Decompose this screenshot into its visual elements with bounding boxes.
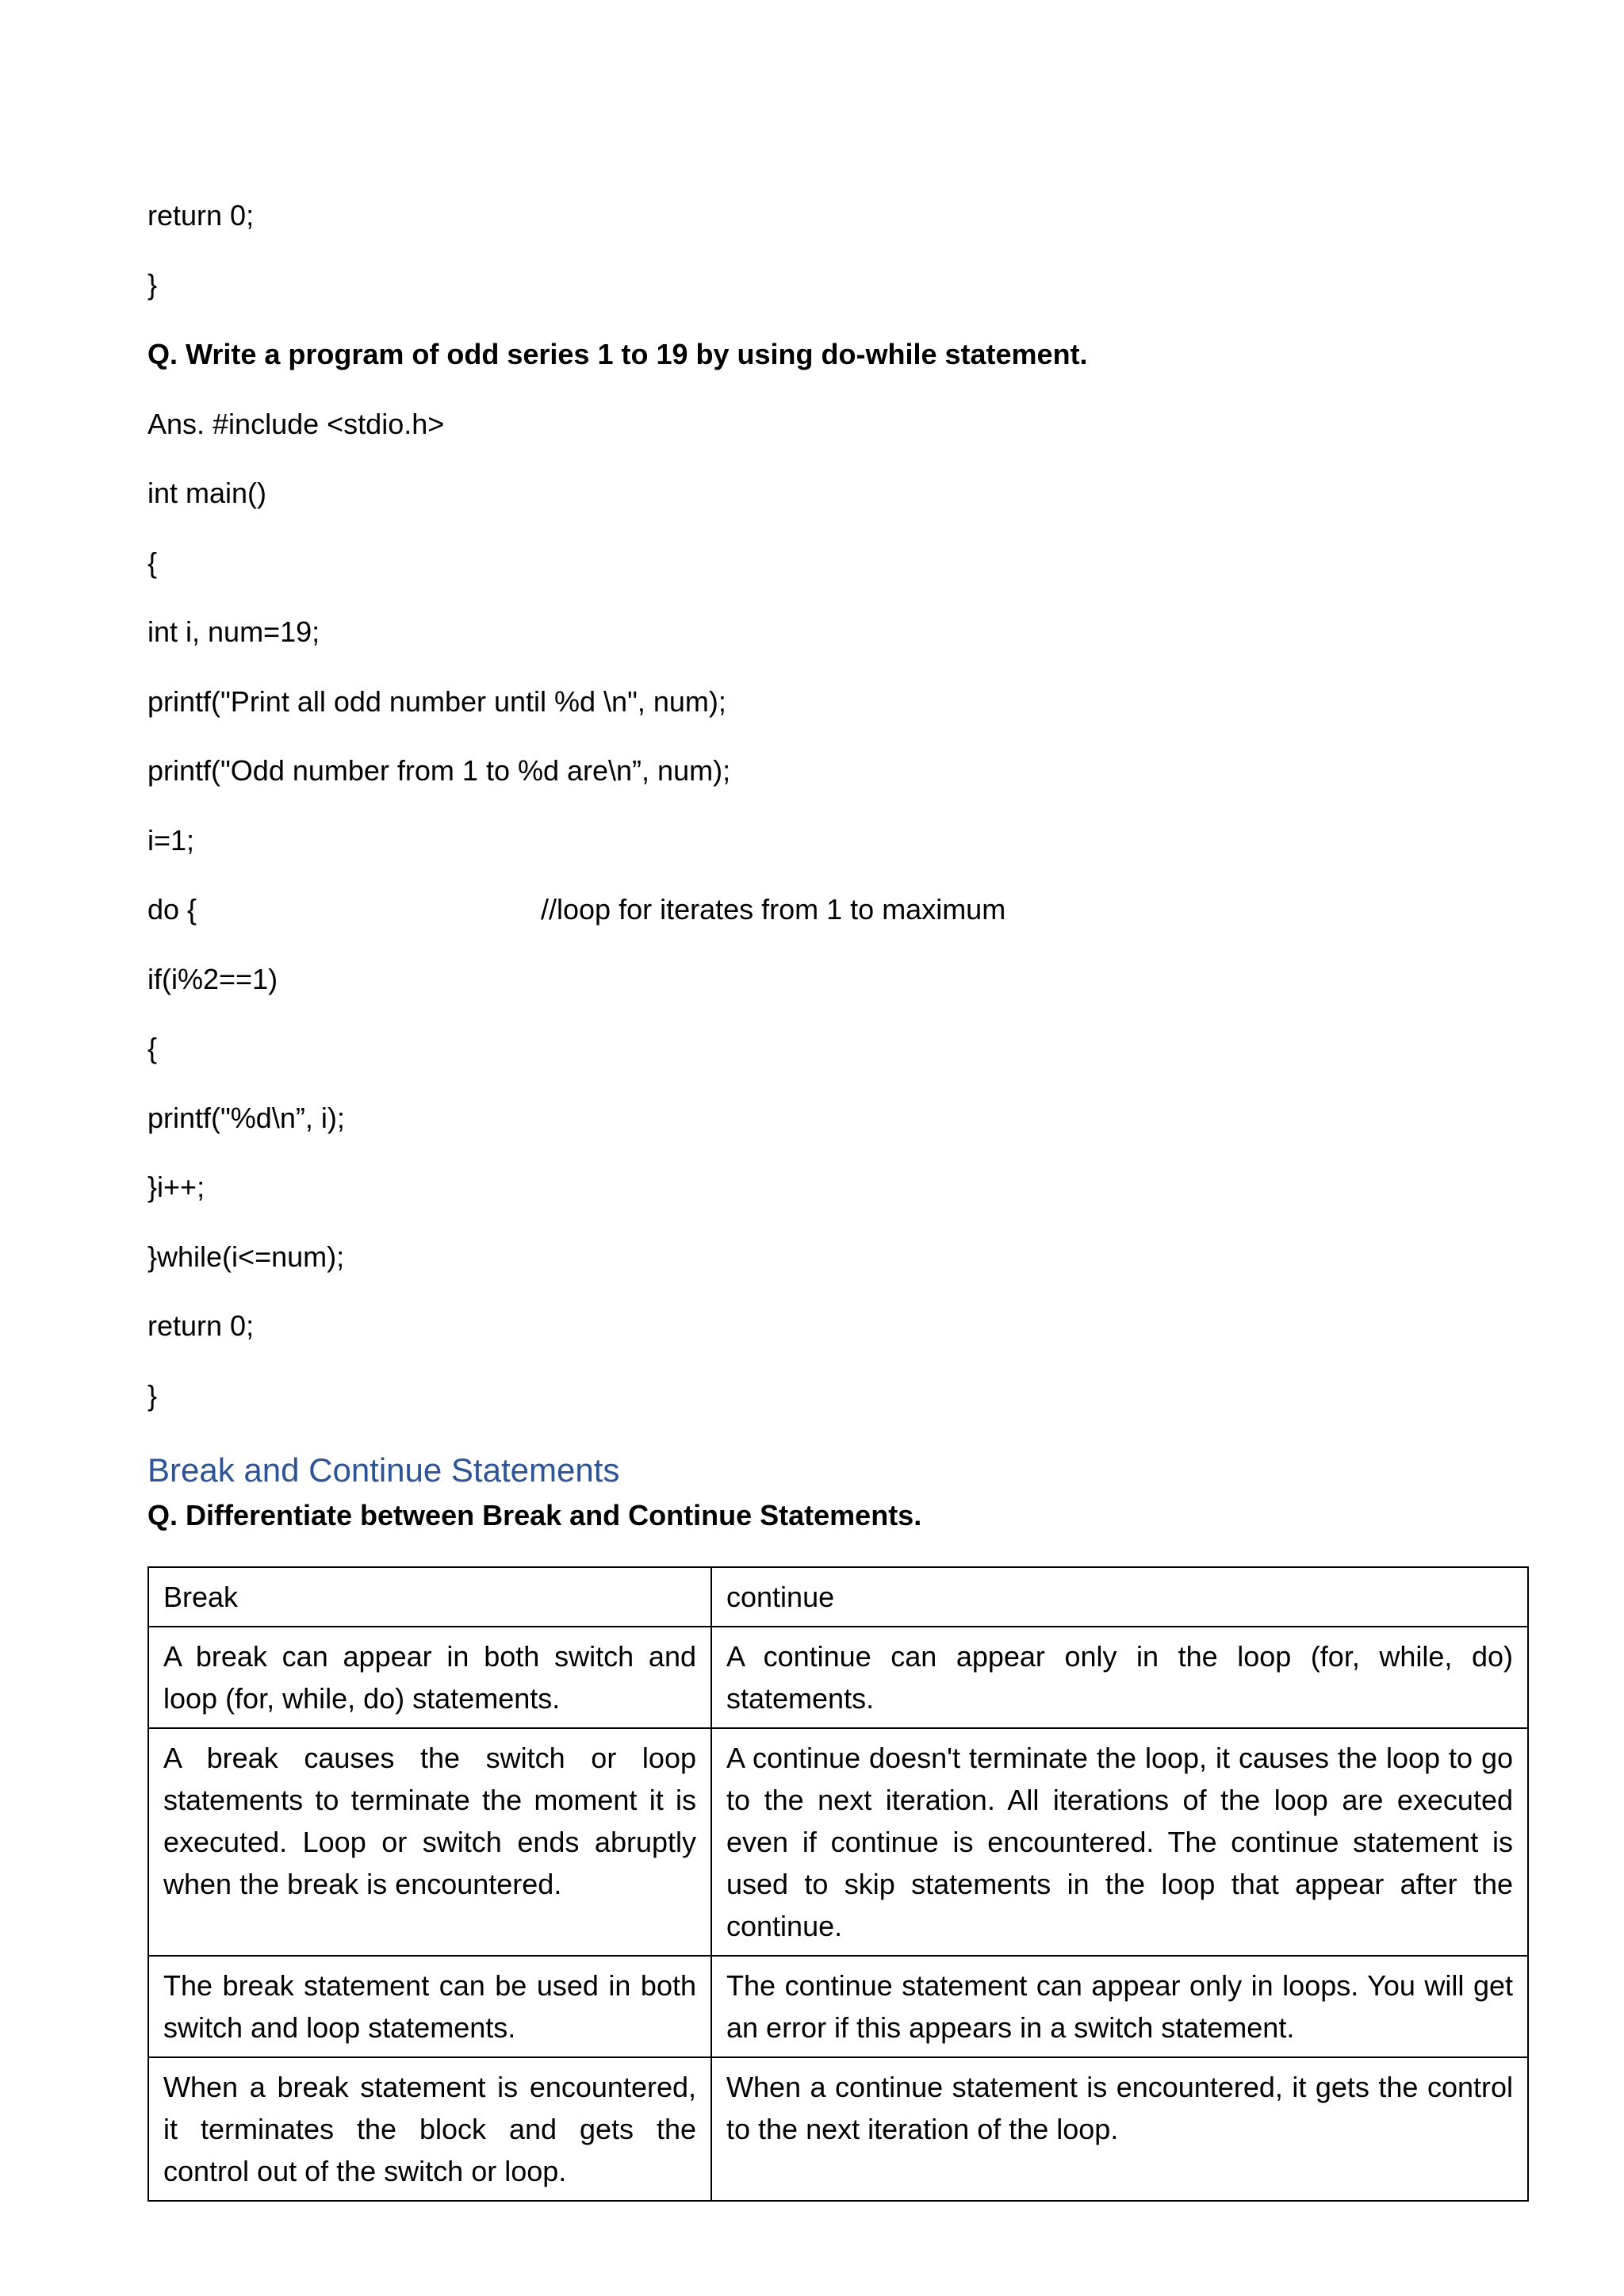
code-line: do { [147,893,197,926]
question-heading: Q. Write a program of odd series 1 to 19 by using do-while statement. [147,338,1088,370]
code-line: } [147,268,158,301]
code-line: printf("%d\n”, i); [147,1102,345,1134]
table-cell: The break statement can be used in both switch and loop statements. [148,1956,711,2057]
code-line: } [147,1379,158,1412]
table-row [148,1956,1528,2057]
code-line: printf("Print all odd number until %d \n", num); [147,685,726,718]
code-line: return 0; [147,1309,255,1342]
code-line: return 0; [147,199,255,232]
table-header-row [148,1567,1528,1627]
code-line: int main() [147,477,267,509]
table-cell: A continue doesn't terminate the loop, it causes the loop to go to the next iteration. All iterations of the loop are executed even if continue is encountered. The continue statement is used to skip statements in the loop that appear after the continue. [711,1728,1528,1956]
table-header-continue: continue [711,1567,1528,1627]
table-cell: When a continue statement is encountered, it gets the control to the next iteration of the loop. [711,2057,1528,2201]
section-heading: Break and Continue Statements [147,1451,620,1489]
table-row [148,2057,1528,2201]
code-line: Ans. #include <stdio.h> [147,408,445,440]
question-heading: Q. Differentiate between Break and Continue Statements. [147,1499,922,1531]
table-header-break: Break [148,1567,711,1627]
table-row [148,1627,1528,1728]
code-line: int i, num=19; [147,615,320,648]
comparison-table [147,1566,1529,2202]
table-cell: A continue can appear only in the loop (for, while, do) statements. [711,1627,1528,1728]
code-line: }i++; [147,1171,205,1203]
code-line: { [147,546,158,579]
code-line: printf("Odd number from 1 to %d are\n”, num); [147,754,731,787]
table-cell: The continue statement can appear only in loops. You will get an error if this appears in a switch statement. [711,1956,1528,2057]
table-cell: A break can appear in both switch and loop (for, while, do) statements. [148,1627,711,1728]
code-line: { [147,1032,158,1064]
code-line: }while(i<=num); [147,1240,345,1273]
table-row [148,1728,1528,1956]
code-comment: //loop for iterates from 1 to maximum [541,893,1006,926]
table-cell: A break causes the switch or loop statements to terminate the moment it is executed. Loop or switch ends abruptly when the break is encountered. [148,1728,711,1956]
code-line: if(i%2==1) [147,963,278,995]
code-line: i=1; [147,824,195,857]
table-cell: When a break statement is encountered, it terminates the block and gets the control out of the switch or loop. [148,2057,711,2201]
